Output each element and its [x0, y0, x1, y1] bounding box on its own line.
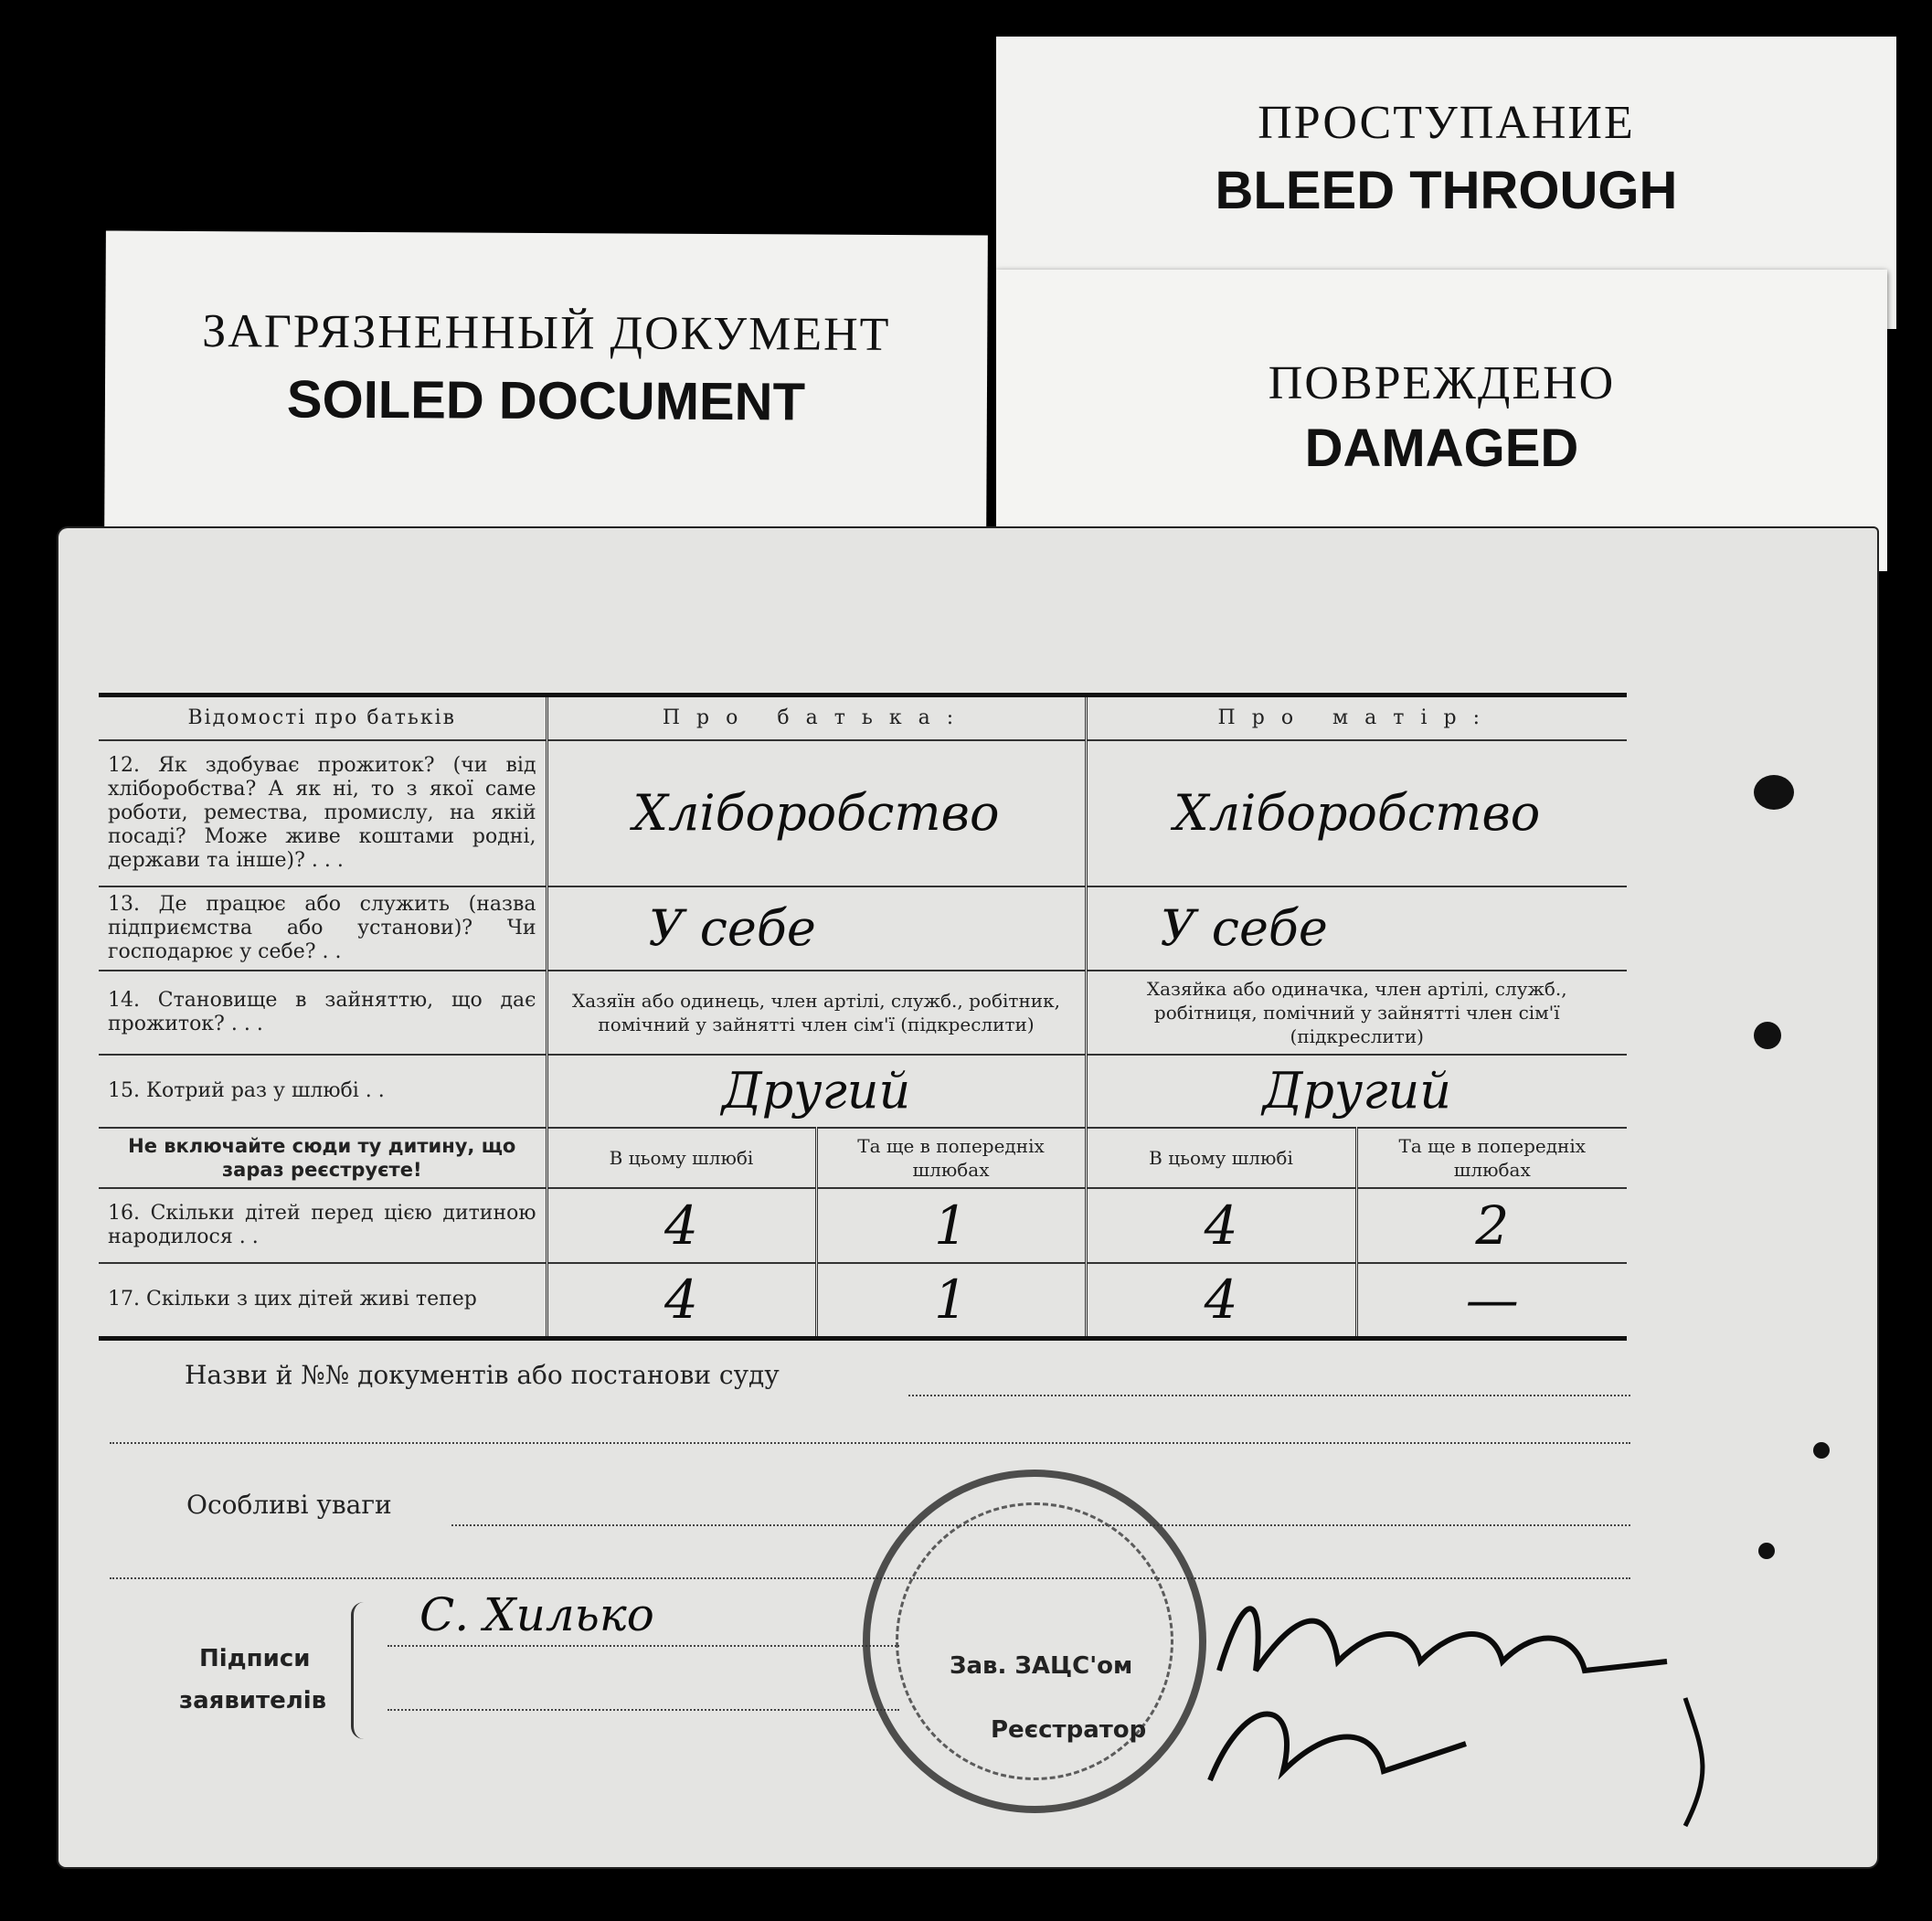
q16-label: 16. Скільки дітей перед цією дитиною народилося . . — [99, 1188, 547, 1263]
table-row-q16 — [99, 1188, 1627, 1263]
mother-this-marriage-header: В цьому шлюбі — [1086, 1128, 1356, 1188]
official-signatures — [1192, 1561, 1740, 1835]
header-father: Про батька: — [547, 695, 1086, 741]
q15-label: 15. Котрий раз у шлюбі . . — [99, 1055, 547, 1128]
registrar-label: Реєстратор — [991, 1716, 1147, 1744]
soiled-document-card — [104, 230, 988, 546]
q15-father-answer: Другий — [547, 1055, 1086, 1128]
table-row-q13 — [99, 886, 1627, 971]
mother-prev-marriages-header: Та ще в попередніх шлюбах — [1356, 1128, 1627, 1188]
q14-father-options: Хазяїн або одинець, член артілі, служб., робітник, помічний у зайнятті член сім'ї (підкреслити) — [547, 971, 1086, 1055]
head-label: Зав. ЗАЦС'ом — [950, 1652, 1133, 1680]
q12-label: 12. Як здобуває прожиток? (чи від хліборобства? А як ні, то з якої саме роботи, ремества, промислу, на якій посаді? Може живе коштами родні, держави та інше)? . . . — [99, 740, 547, 886]
soiled-document-en: SOILED DOCUMENT — [286, 369, 806, 432]
q16-father-prev: 1 — [816, 1188, 1086, 1263]
signature-line-1 — [387, 1645, 899, 1647]
table-row-q17 — [99, 1263, 1627, 1338]
q13-father-answer: У себе — [547, 886, 1086, 971]
q12-mother-answer: Хліборобство — [1086, 740, 1627, 886]
damaged-card — [996, 270, 1887, 571]
bleed-through-en: BLEED THROUGH — [1215, 161, 1678, 220]
table-header-row — [99, 695, 1627, 741]
q12-father-answer: Хліборобство — [547, 740, 1086, 886]
documents-label: Назви й №№ документів або постанови суду — [185, 1360, 780, 1390]
damaged-en: DAMAGED — [1304, 419, 1579, 478]
q17-father-this: 4 — [547, 1263, 816, 1338]
children-note: Не включайте сюди ту дитину, що зараз реєструєте! — [99, 1128, 547, 1188]
binding-hole — [1754, 775, 1794, 810]
remarks-label: Особливі уваги — [186, 1490, 392, 1520]
parents-info-table — [99, 693, 1627, 1341]
q17-label: 17. Скільки з цих дітей живі тепер — [99, 1263, 547, 1338]
binding-hole — [1754, 1022, 1781, 1049]
header-mother: Про матір: — [1086, 695, 1627, 741]
signatures-brace — [351, 1602, 370, 1739]
q15-mother-answer: Другий — [1086, 1055, 1627, 1128]
q16-father-this: 4 — [547, 1188, 816, 1263]
table-row-q15 — [99, 1055, 1627, 1128]
q17-father-prev: 1 — [816, 1263, 1086, 1338]
binding-hole — [1758, 1543, 1775, 1559]
q14-mother-options: Хазяйка або одиначка, член артілі, служб., робітниця, помічний у зайнятті член сім'ї (підкреслити) — [1086, 971, 1627, 1055]
q17-mother-this: 4 — [1086, 1263, 1356, 1338]
applicant-signature: С. Хилько — [419, 1588, 654, 1641]
signature-line-2 — [387, 1709, 899, 1711]
bleed-through-ru: ПРОСТУПАНИЕ — [1258, 97, 1635, 149]
documents-line-2 — [110, 1442, 1630, 1444]
signatures-label-2: заявителів — [179, 1687, 327, 1714]
q13-mother-answer: У себе — [1086, 886, 1627, 971]
table-row-q12 — [99, 740, 1627, 886]
official-stamp — [863, 1470, 1206, 1813]
q16-mother-this: 4 — [1086, 1188, 1356, 1263]
soiled-document-ru: ЗАГРЯЗНЕННЫЙ ДОКУМЕНТ — [202, 305, 891, 361]
q13-label: 13. Де працює або служить (назва підприємства або установи)? Чи господарює у себе? . . — [99, 886, 547, 971]
registration-form-page — [58, 528, 1877, 1867]
damaged-ru: ПОВРЕЖДЕНО — [1268, 357, 1616, 409]
table-row-q14 — [99, 971, 1627, 1055]
q16-mother-prev: 2 — [1356, 1188, 1627, 1263]
header-parents-info: Відомості про батьків — [99, 695, 547, 741]
q14-label: 14. Становище в зайняттю, що дає прожиток? . . . — [99, 971, 547, 1055]
binding-hole — [1813, 1442, 1830, 1459]
table-row-children-header — [99, 1128, 1627, 1188]
signatures-label-1: Підписи — [199, 1645, 311, 1672]
father-prev-marriages-header: Та ще в попередніх шлюбах — [816, 1128, 1086, 1188]
father-this-marriage-header: В цьому шлюбі — [547, 1128, 816, 1188]
q17-mother-prev: — — [1356, 1263, 1627, 1338]
documents-line — [908, 1395, 1630, 1396]
